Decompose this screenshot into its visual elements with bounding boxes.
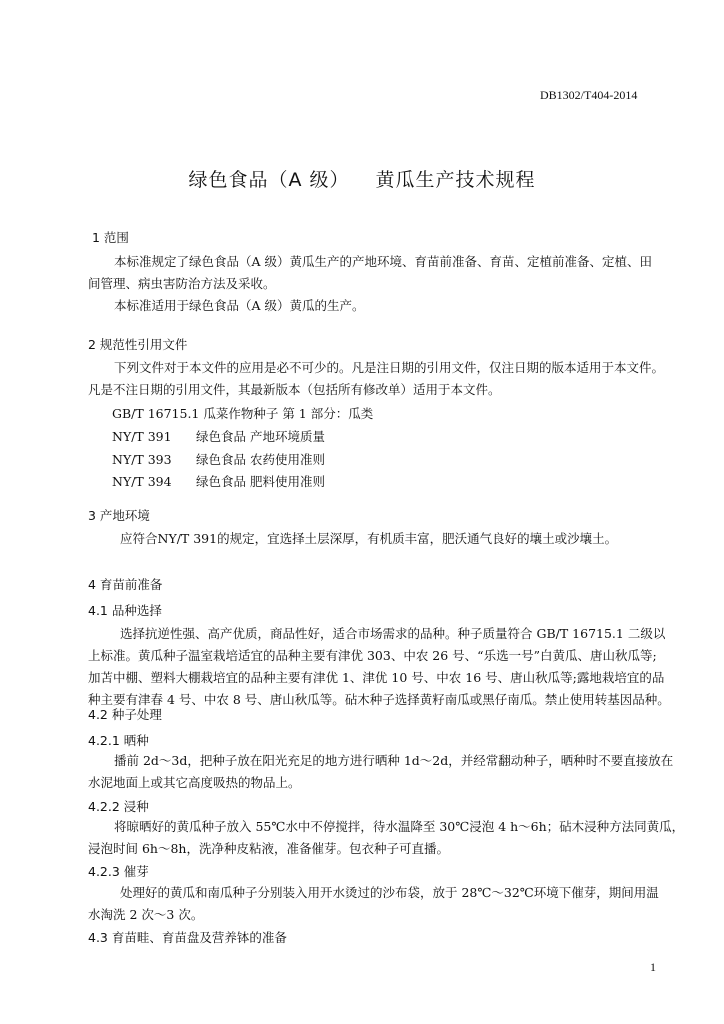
text-line: 处理好的黄瓜和南瓜种子分别装入用开水烫过的沙布袋，放于 28℃～32℃环境下催芽，期间用温 bbox=[120, 885, 659, 900]
title-part-b: 黄瓜生产技术规程 bbox=[375, 169, 536, 191]
text-line: 应符合NY/T 391的规定，宜选择土层深厚，有机质丰富，肥沃通气良好的壤土或沙壤土。 bbox=[120, 531, 618, 546]
text-line: 选择抗逆性强、高产优质，商品性好，适合市场需求的品种。种子质量符合 GB/T 16715.1 二级以 bbox=[120, 626, 666, 641]
text-line: 将晾晒好的黄瓜种子放入 55℃水中不停搅拌，待水温降至 30℃浸泡 4 h～6h；砧木浸种方法同黄瓜， bbox=[114, 819, 685, 834]
text-line: 水淘洗 2 次～3 次。 bbox=[88, 907, 204, 922]
section-1-paragraph bbox=[88, 251, 668, 317]
reference-gbt: GB/T 16715.1 瓜菜作物种子 第 1 部分：瓜类 bbox=[112, 406, 374, 421]
section-4-2-1-paragraph bbox=[88, 750, 674, 794]
section-heading-4: 4 育苗前准备 bbox=[88, 577, 163, 592]
text-line: 下列文件对于本文件的应用是必不可少的。凡是注日期的引用文件，仅注日期的版本适用于本文件。 bbox=[114, 360, 665, 375]
section-heading-4-3: 4.3 育苗畦、育苗盘及营养钵的准备 bbox=[88, 930, 287, 945]
text-line: 水泥地面上或其它高度吸热的物品上。 bbox=[88, 775, 301, 790]
section-4-2-2-paragraph bbox=[88, 816, 685, 860]
section-heading-4-1: 4.1 品种选择 bbox=[88, 603, 162, 618]
reference-item bbox=[112, 472, 325, 490]
reference-item bbox=[112, 427, 325, 445]
text-line: 本标准规定了绿色食品（A 级）黄瓜生产的产地环境、育苗前准备、育苗、定植前准备、定植、田 bbox=[114, 254, 653, 269]
section-2-paragraph bbox=[88, 357, 668, 401]
section-heading-4-2-3: 4.2.3 催芽 bbox=[88, 864, 149, 879]
section-heading-4-2: 4.2 种子处理 bbox=[88, 707, 162, 722]
section-heading-1: 1 范围 bbox=[92, 230, 129, 245]
section-4-1-paragraph bbox=[88, 623, 668, 711]
title-part-a: 绿色食品（A 级） bbox=[188, 169, 350, 191]
section-4-2-3-paragraph bbox=[88, 882, 668, 926]
text-line: 种主要有津春 4 号、中农 8 号、唐山秋瓜等。砧木种子选择黄籽南瓜或黑仔南瓜。禁止使用转基因品种。 bbox=[88, 692, 670, 707]
text-line: 凡是不注日期的引用文件，其最新版本（包括所有修改单）适用于本文件。 bbox=[88, 382, 501, 397]
reference-item bbox=[112, 450, 325, 468]
document-code: DB1302/T404-2014 bbox=[540, 88, 638, 102]
section-heading-2: 2 规范性引用文件 bbox=[88, 337, 188, 352]
text-line: 本标准适用于绿色食品（A 级）黄瓜的生产。 bbox=[114, 298, 365, 313]
reference-code: NY/T 394 bbox=[112, 474, 172, 489]
section-heading-3: 3 产地环境 bbox=[88, 508, 150, 523]
text-line: 浸泡时间 6h～8h，洗净种皮粘液，准备催芽。包衣种子可直播。 bbox=[88, 841, 449, 856]
text-line: 间管理、病虫害防治方法及采收。 bbox=[88, 276, 276, 291]
reference-name: 绿色食品 农药使用准则 bbox=[196, 452, 325, 467]
page-number: 1 bbox=[650, 960, 656, 974]
section-3-paragraph bbox=[88, 528, 668, 550]
reference-name: 绿色食品 肥料使用准则 bbox=[196, 474, 325, 489]
document-title bbox=[0, 165, 724, 192]
text-line: 播前 2d～3d，把种子放在阳光充足的地方进行晒种 1d～2d，并经常翻动种子，晒种时不要直接放在 bbox=[114, 753, 674, 768]
text-line: 加苫中棚、塑料大棚栽培宜的品种主要有津优 1、津优 10 号、中农 16 号、唐山秋瓜等;露地栽培宜的品 bbox=[88, 670, 665, 685]
section-heading-4-2-1: 4.2.1 晒种 bbox=[88, 733, 149, 748]
reference-name: 绿色食品 产地环境质量 bbox=[196, 429, 325, 444]
section-heading-4-2-2: 4.2.2 浸种 bbox=[88, 799, 149, 814]
reference-code: NY/T 391 bbox=[112, 429, 172, 444]
reference-code: NY/T 393 bbox=[112, 452, 172, 467]
text-line: 上标准。黄瓜种子温室栽培适宜的品种主要有津优 303、中农 26 号、“乐选一号”白黄瓜、唐山秋瓜等; bbox=[88, 648, 657, 663]
